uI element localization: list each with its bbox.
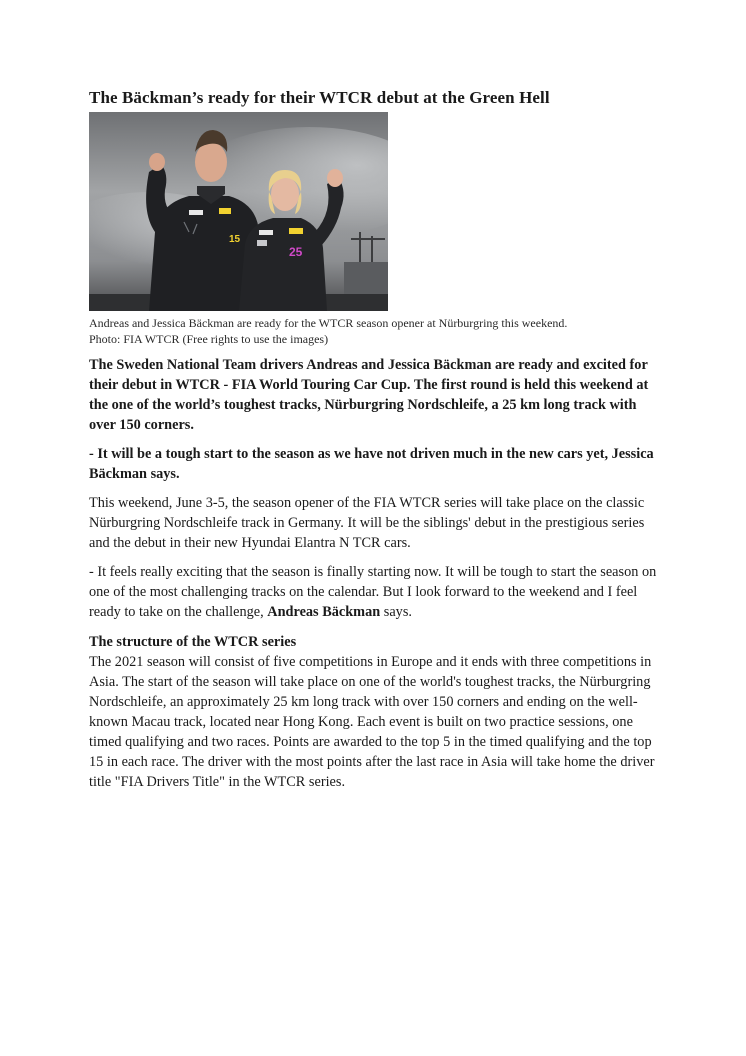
paragraph-2-text: - It feels really exciting that the season is finally starting now. It will be tough to start the season on one of the most challenging tracks on the calendar. But I look forward to the weekend and I feel ready to take on the challenge,: [89, 564, 657, 620]
section-heading: The structure of the WTCR series: [89, 634, 297, 650]
body-paragraph-1: This weekend, June 3-5, the season opener of the FIA WTCR series will take place on the classic Nürburgring Nordschleife track in Germany. It will be the siblings' debut in the prestigious series and the debut in their new Hyundai Elantra N TCR cars.: [89, 495, 645, 551]
section-body: The 2021 season will consist of five competitions in Europe and it ends with three competitions in Asia. The start of the season will take place on one of the world's toughest tracks, the Nürburgring Nordschleife, an approximately 25 km long track with over 150 corners and ending on the well-known Macau track, located near Hong Kong. Each event is built on two practice sessions, one timed qualifying and two races. Points are awarded to the top 5 in the timed qualifying and the top 15 in each race. The driver with the most points after the last race in Asia will take home the driver title "FIA Drivers Title" in the WTCR series.: [89, 654, 655, 790]
quote-lead-paragraph: - It will be a tough start to the season as we have not driven much in the new cars yet, Jessica Bäckman says.: [89, 446, 654, 482]
caption-line-1: Andreas and Jessica Bäckman are ready for the WTCR season opener at Nürburgring this weekend.: [89, 316, 568, 330]
speaker-name: Andreas Bäckman: [267, 604, 381, 620]
andreas-car-number: 15: [229, 234, 241, 245]
article-title: The Bäckman’s ready for their WTCR debut at the Green Hell: [89, 88, 550, 107]
caption-line-2: Photo: FIA WTCR (Free rights to use the images): [89, 332, 329, 346]
paragraph-2-end: says.: [380, 604, 412, 620]
body-paragraph-2: [89, 562, 659, 622]
photo-caption: [89, 315, 659, 347]
article: [89, 86, 659, 792]
drivers-photo: [89, 112, 388, 311]
jessica-car-number: 25: [289, 245, 303, 259]
lead-paragraph: The Sweden National Team drivers Andreas and Jessica Bäckman are ready and excited for their debut in WTCR - FIA World Touring Car Cup. The first round is held this weekend at the one of the world’s toughest tracks, Nürburgring Nordschleife, a 25 km long track with over 150 corners.: [89, 357, 649, 433]
